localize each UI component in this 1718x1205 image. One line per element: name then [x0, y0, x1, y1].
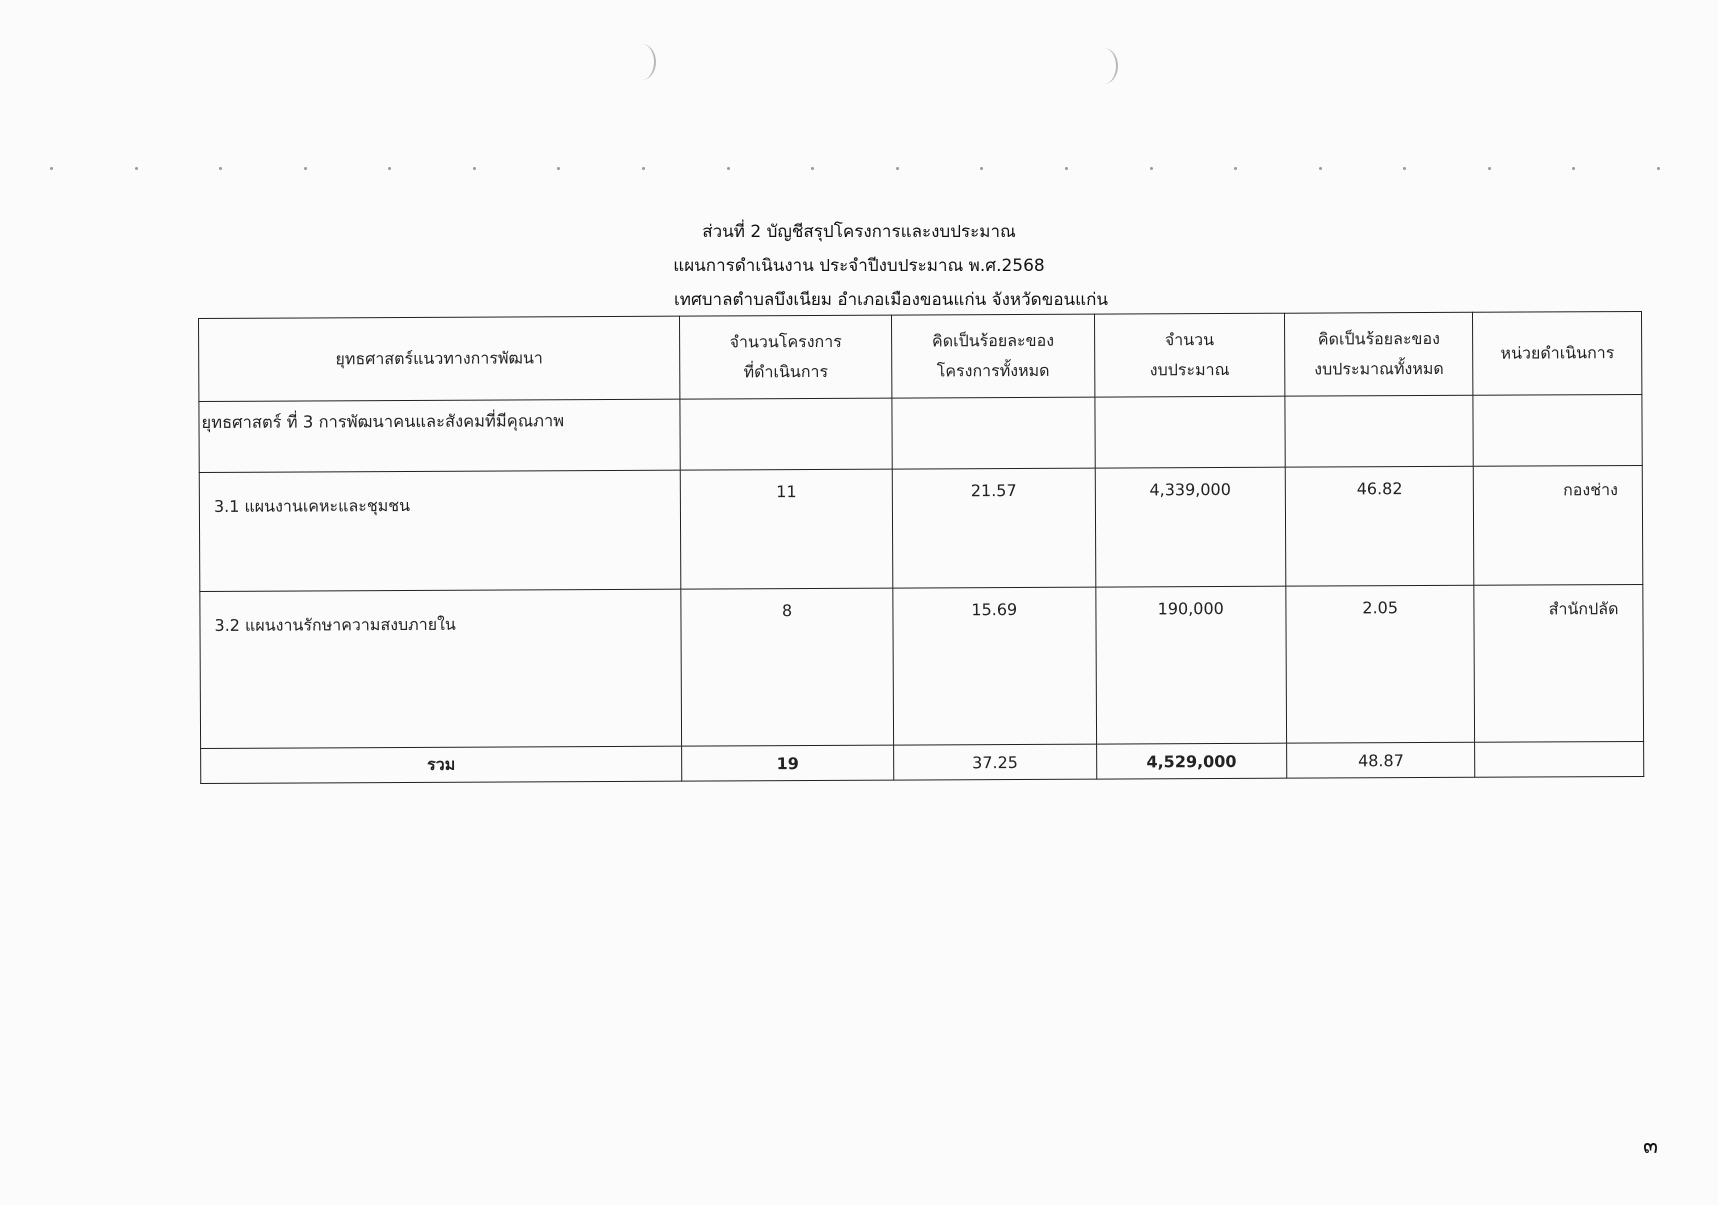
header-project-count-label: จำนวนโครงการ ที่ดำเนินการ	[729, 331, 842, 382]
total-row	[201, 741, 1644, 783]
header-responsible-unit: หน่วยดำเนินการ	[1473, 311, 1642, 395]
total-unit	[1475, 741, 1644, 777]
project-percent: 15.69	[893, 587, 1096, 745]
project-count: 11	[680, 469, 893, 589]
budget-percent: 46.82	[1285, 466, 1474, 586]
responsible-unit: สำนักปลัด	[1474, 584, 1643, 742]
total-project-count: 19	[682, 745, 894, 781]
total-budget-percent: 48.87	[1287, 742, 1476, 778]
strategy-name: ยุทธศาสตร์ ที่ 3 การพัฒนาคนและสังคมที่มีคุณภาพ	[199, 399, 680, 472]
project-budget-summary-table	[198, 311, 1644, 784]
total-budget: 4,529,000	[1096, 743, 1287, 779]
plan-name: 3.2 แผนงานรักษาความสงบภายใน	[200, 589, 682, 748]
total-label: รวม	[201, 746, 682, 783]
empty-cell	[1473, 394, 1642, 466]
scan-dots	[50, 167, 1660, 170]
title-line-1: ส่วนที่ 2 บัญชีสรุปโครงการและงบประมาณ	[702, 222, 1016, 242]
document-title-block	[0, 215, 1718, 317]
header-project-count	[679, 315, 892, 399]
punch-hole-mark	[628, 44, 656, 80]
header-budget-label: จำนวน งบประมาณ	[1149, 330, 1230, 380]
table-row	[200, 584, 1644, 748]
header-budget	[1094, 313, 1285, 397]
total-project-percent: 37.25	[894, 744, 1096, 780]
title-line-3: เทศบาลตำบลบึงเนียม อำเภอเมืองขอนแก่น จังหวัดขอนแก่น	[673, 290, 1109, 310]
page-number: ๓	[1643, 1134, 1659, 1159]
budget-amount: 4,339,000	[1095, 467, 1286, 587]
table-row	[199, 465, 1643, 591]
header-strategy: ยุทธศาสตร์แนวทางการพัฒนา	[199, 316, 680, 401]
punch-hole-mark	[1090, 48, 1118, 84]
header-project-percent-label: คิดเป็นร้อยละของ โครงการทั้งหมด	[931, 330, 1055, 381]
budget-amount: 190,000	[1095, 586, 1286, 744]
project-count: 8	[681, 588, 894, 746]
empty-cell	[680, 398, 893, 470]
title-line-2: แผนการดำเนินงาน ประจำปีงบประมาณ พ.ศ.2568	[673, 256, 1045, 276]
empty-cell	[1094, 396, 1285, 468]
strategy-group-row	[199, 394, 1642, 472]
header-project-percent	[892, 314, 1095, 398]
plan-name: 3.1 แผนงานเคหะและชุมชน	[199, 470, 681, 591]
empty-cell	[892, 397, 1095, 469]
project-percent: 21.57	[892, 468, 1095, 588]
table-header-row	[199, 311, 1642, 401]
header-budget-percent	[1285, 312, 1474, 396]
responsible-unit: กองช่าง	[1474, 465, 1643, 585]
empty-cell	[1285, 395, 1474, 467]
budget-percent: 2.05	[1286, 585, 1475, 743]
header-budget-percent-label: คิดเป็นร้อยละของ งบประมาณทั้งหมด	[1314, 328, 1444, 379]
